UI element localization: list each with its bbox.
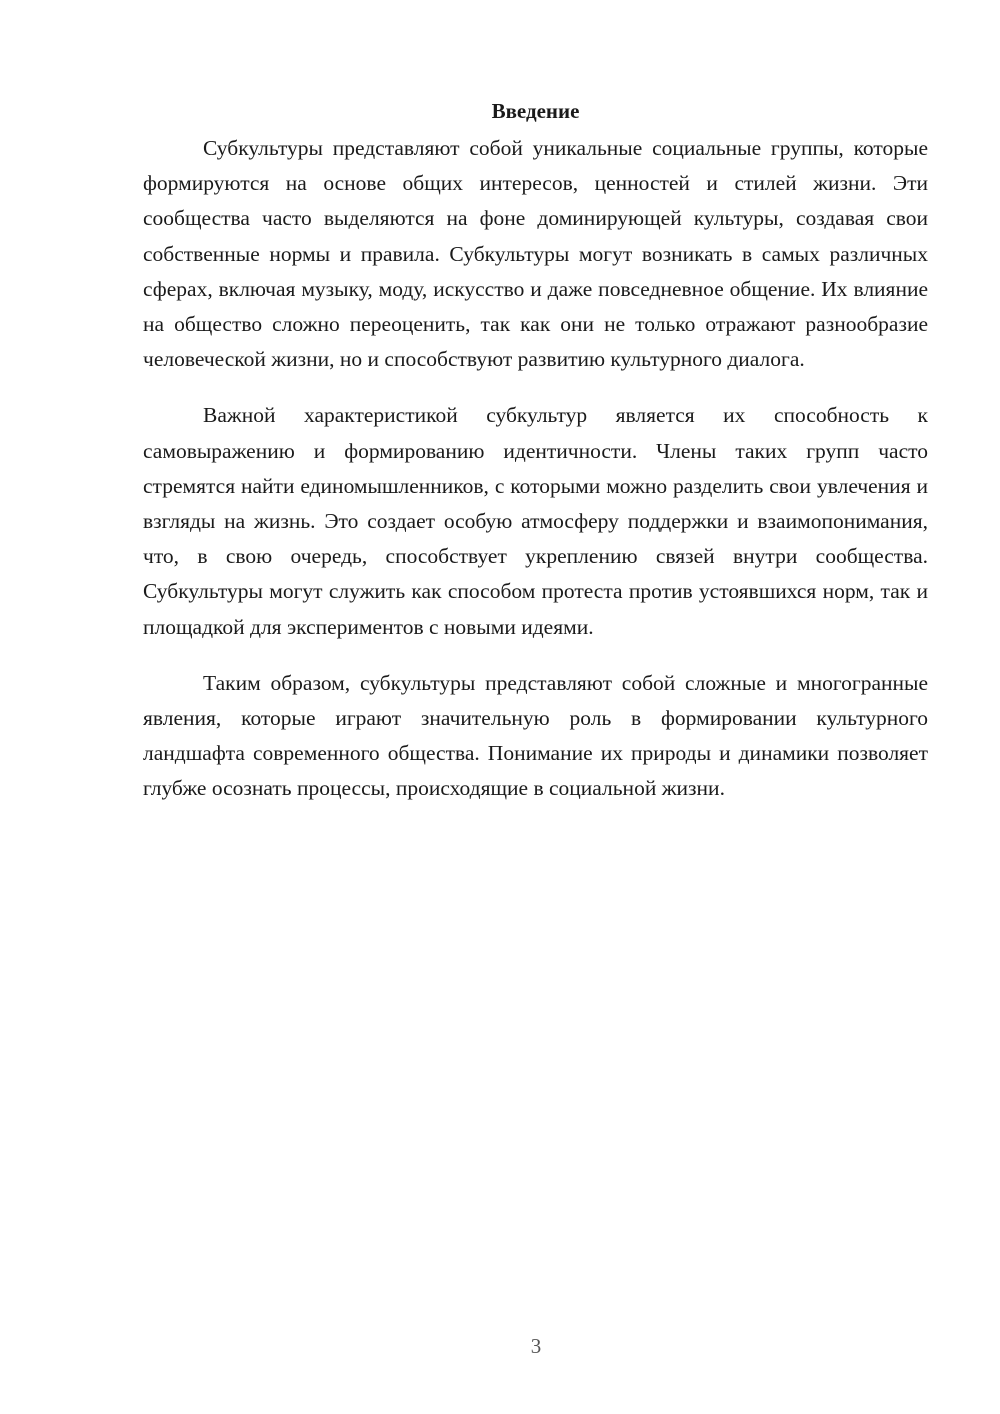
page-content: [143, 96, 928, 828]
paragraph-3: Таким образом, субкультуры представляют собой сложные и многогранные явления, которые играют значительную роль в формировании культурного ландшафта современного общества. Понимание их природы и динамики позволяет глубже осознать процессы, происходящие в социальной жизни.: [143, 670, 928, 801]
paragraph-2: Важной характеристикой субкультур является их способность к самовыражению и формированию идентичности. Члены таких групп часто стремятся найти единомышленников, с которыми можно разделить свои увлечения и взгляды на жизнь. Это создает особую атмосферу поддержки и взаимопонимания, что, в свою очередь, способствует укреплению связей внутри сообщества. Субкультуры могут служить как способом протеста против устоявшихся норм, так и площадкой для экспериментов с новыми идеями.: [143, 403, 928, 639]
page-number: 3: [530, 1334, 542, 1358]
paragraph-1: Субкультуры представляют собой уникальные социальные группы, которые формируются на основе общих интересов, ценностей и стилей жизни. Эти сообщества часто выделяются на фоне доминирующей культуры, создавая свои собственные нормы и правила. Субкультуры могут возникать в самых различных сферах, включая музыку, моду, искусство и даже повседневное общение. Их влияние на общество сложно переоценить, так как они не только отражают разнообразие человеческой жизни, но и способствуют развитию культурного диалога.: [143, 136, 928, 372]
section-title: Введение: [491, 99, 580, 123]
